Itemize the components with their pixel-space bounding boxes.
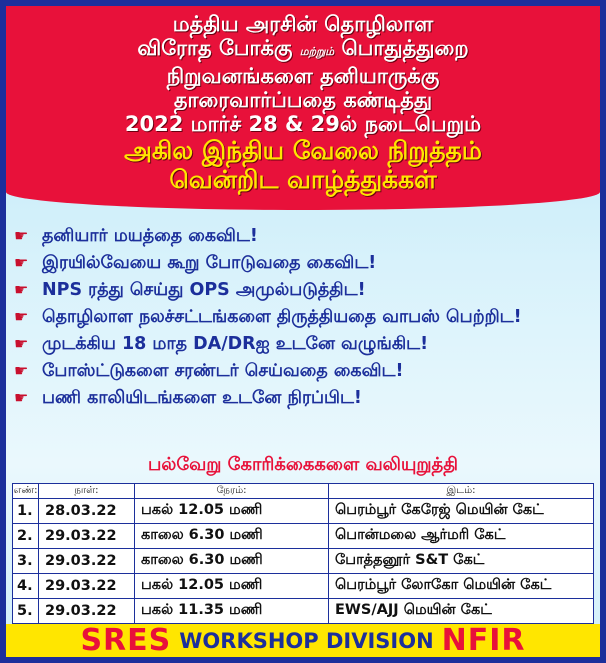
cell-date: 28.03.22: [39, 499, 135, 524]
footer-sres: SRES: [80, 623, 172, 658]
header-line-2-small: மற்றும்: [299, 45, 335, 58]
cell-time: பகல் 12.05 மணி: [135, 499, 329, 524]
cell-number: 2.: [13, 524, 39, 549]
demand-text: முடக்கிய 18 மாத DA/DRஐ உடனே வழுங்கிட!: [42, 334, 429, 354]
cell-number: 1.: [13, 499, 39, 524]
cell-time: பகல் 12.05 மணி: [135, 574, 329, 599]
list-item: [14, 332, 594, 356]
list-item: [14, 359, 594, 383]
cell-date: 29.03.22: [39, 574, 135, 599]
cell-number: 3.: [13, 549, 39, 574]
cell-date: 29.03.22: [39, 549, 135, 574]
table-row: [13, 574, 594, 599]
list-item: [14, 386, 594, 410]
cell-place: பெரம்பூர் லோகோ மெயின் கேட்: [329, 574, 594, 599]
pointing-hand-icon: ☛: [14, 361, 29, 380]
header-line-2: [6, 36, 600, 64]
pointing-hand-icon: ☛: [14, 307, 29, 326]
cell-number: 5.: [13, 599, 39, 624]
header-line-4: தாரைவார்ப்பதை கண்டித்து: [173, 88, 433, 112]
list-item: [14, 224, 594, 248]
pointing-hand-icon: ☛: [14, 280, 29, 299]
pointing-hand-icon: ☛: [14, 226, 29, 245]
list-item: [14, 251, 594, 275]
cell-date: 29.03.22: [39, 524, 135, 549]
pointing-hand-icon: ☛: [14, 388, 29, 407]
cell-time: பகல் 11.35 மணி: [135, 599, 329, 624]
list-item: [14, 305, 594, 329]
demand-text: தனியார் மயத்தை கைவிட!: [42, 226, 258, 246]
footer-workshop-division: WORKSHOP DIVISION: [179, 628, 434, 653]
header-date: நாள்:: [39, 484, 135, 499]
subheading: பல்வேறு கோரிக்கைகளை வலியுறுத்தி: [148, 454, 458, 475]
header-time: நேரம்:: [135, 484, 329, 499]
demand-text: பணி காலியிடங்களை உடனே நிரப்பிட!: [42, 388, 362, 408]
footer-banner: [6, 624, 600, 657]
header-line-2b: பொதுத்துறை: [341, 36, 469, 60]
cell-number: 4.: [13, 574, 39, 599]
table-row: [13, 524, 594, 549]
pointing-hand-icon: ☛: [14, 334, 29, 353]
cell-place: பெரம்பூர் கேரேஜ் மெயின் கேட்: [329, 499, 594, 524]
header-line-2a: விரோத போக்கு: [137, 36, 293, 60]
header-line-5: 2022 மார்ச் 28 & 29ல் நடைபெறும்: [124, 112, 482, 136]
poster-header: [6, 6, 600, 210]
cell-date: 29.03.22: [39, 599, 135, 624]
cell-place: EWS/AJJ மெயின் கேட்: [329, 599, 594, 624]
demands-list: [14, 224, 594, 413]
demand-text: போஸ்ட்டுகளை சரண்டர் செய்வதை கைவிட!: [42, 361, 404, 381]
cell-place: பொன்மலை ஆர்மரி கேட்: [329, 524, 594, 549]
demand-text: இரயில்வேயை கூறு போடுவதை கைவிட!: [42, 253, 377, 273]
header-place: இடம்:: [329, 484, 594, 499]
list-item: [14, 278, 594, 302]
header-line-1: மத்திய அரசின் தொழிலாள: [172, 12, 434, 36]
table-row: [13, 599, 594, 624]
table-header-row: [13, 484, 594, 499]
cell-time: காலை 6.30 மணி: [135, 524, 329, 549]
demand-text: தொழிலாள நலச்சட்டங்களை திருத்தியதை வாபஸ் பெற்றிட!: [42, 307, 522, 327]
header-line-3: நிறுவனங்களை தனியாருக்கு: [166, 64, 440, 88]
cell-place: போத்தனூர் S&T கேட்: [329, 549, 594, 574]
demand-text: NPS ரத்து செய்து OPS அமுல்படுத்திட!: [42, 280, 366, 300]
header-line-7: வென்றிட வாழ்த்துக்கள்: [169, 165, 437, 194]
header-number: எண்:: [13, 484, 39, 499]
cell-time: காலை 6.30 மணி: [135, 549, 329, 574]
pointing-hand-icon: ☛: [14, 253, 29, 272]
header-line-6: அகில இந்திய வேலை நிறுத்தம்: [124, 136, 482, 165]
footer-nfir: NFIR: [441, 623, 526, 658]
schedule-table: [12, 483, 594, 624]
table-row: [13, 499, 594, 524]
table-row: [13, 549, 594, 574]
